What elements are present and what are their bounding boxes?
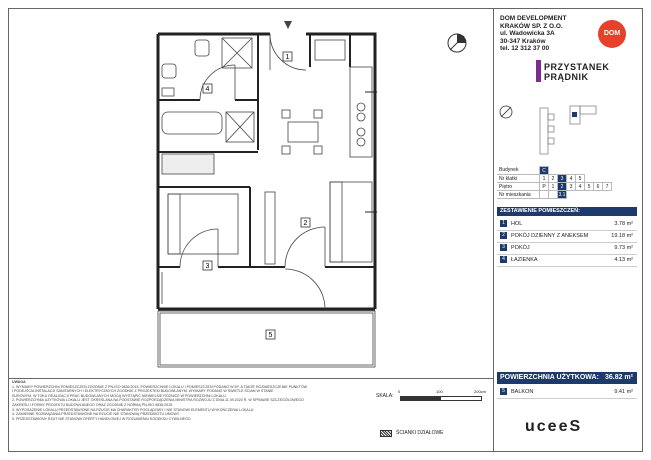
- key-plan: [498, 100, 638, 160]
- balcony-number: 5: [500, 388, 507, 395]
- room-label-5: 5: [268, 332, 273, 339]
- note-line: 2. POWIERZCHNIA UŻYTKOWA LOKALU JEST OKREŚLANA NA PODSTAWIE ROZPORZĄDZENIA MINISTRA ROZWOJU Z DNIA 11.09.2020 R. W SPRAWIE SZCZEGÓŁOWEGO: [12, 398, 304, 403]
- room-name: POKÓJ: [511, 245, 530, 251]
- selector-cell: 2: [549, 175, 558, 183]
- room-name: POKÓJ DZIENNY Z ANEKSEM: [511, 233, 589, 239]
- compass-icon: [446, 32, 468, 54]
- selector-cell: 5: [585, 183, 594, 191]
- selector-cell: 3.1: [558, 191, 566, 198]
- bottom-band-divider: [8, 378, 493, 379]
- dom-logo-text: DOM: [603, 30, 621, 37]
- selector-label: Piętro: [497, 183, 540, 191]
- room-label-3: 3: [205, 263, 210, 270]
- note-line: 1. WYMIARY POWIERZCHNI POMIESZCZEŃ ZGODNIE Z PN-ISO 9836:2015. POWIERZCHNIE LOKALU I POMIESZCZEŃ PODANO W M², A TAKŻE ROZMIESZCZENIE PUNKTÓW: [12, 384, 308, 389]
- selector-cell: 3: [567, 183, 576, 191]
- company-phone: tel. 12 312 37 00: [500, 45, 550, 52]
- entrance-marker-icon: [284, 21, 292, 29]
- note-line: 4. ZAMIENNE ROZWIĄZANIA PRZEDSTAWIONE NA RZUCIE NIE STANOWIĄ PRZEDMIOTU UMOWY.: [12, 412, 180, 417]
- scale-label: SKALA:: [376, 393, 394, 399]
- selector-cell: 3: [558, 175, 567, 183]
- note-line: 3. WYPOSAŻENIE LOKALU PRZEDSTAWIONE NA RZUCIE MA CHARAKTER POGLĄDOWY I NIE STANOWI ELEMENTU WYKOŃCZENIA LOKALU.: [12, 407, 255, 412]
- walls-legend-label: ŚCIANKI DZIAŁOWE: [396, 430, 444, 436]
- company-name-2: KRAKÓW SP. Z O.O.: [500, 22, 563, 30]
- balcony-name: BALKON: [511, 389, 534, 395]
- project-name-2: PRĄDNIK: [544, 72, 589, 82]
- room-name: ŁAZIENKA: [511, 257, 538, 263]
- scale-tick-1: 100: [436, 389, 443, 394]
- room-label-1: 1: [285, 54, 290, 61]
- selector-row-building: [497, 167, 612, 175]
- room-area: 19.18 m²: [611, 233, 633, 239]
- selector-cell: 7: [603, 183, 612, 191]
- notes-title: UWAGA: [12, 380, 26, 384]
- selector-row-staircase: [497, 175, 612, 183]
- project-logo-mark: [536, 60, 541, 82]
- walls-legend-swatch: [380, 430, 392, 437]
- project-name-1: PRZYSTANEK: [544, 62, 610, 72]
- selector-label: Nr mieszkania: [497, 191, 540, 199]
- note-line: SUROWYM. W TOKU REALIZACJI PRAC BUDOWLANYCH MOGĄ WYSTĄPIĆ NIEWIELKIE RÓŻNICE W POWIERZCHNI LOKALU.: [12, 393, 227, 398]
- company-city: 30-347 Kraków: [500, 37, 546, 45]
- right-column-divider: [493, 8, 494, 452]
- total-area-label: POWIERZCHNIA UŻYTKOWA:: [500, 374, 599, 381]
- total-area-value: 36.82 m²: [604, 374, 633, 381]
- selector-row-floor: [497, 183, 612, 191]
- room-number: 2: [500, 232, 507, 239]
- selector-row-apartment: [497, 191, 612, 199]
- company-street: ul. Wadowicka 3A: [500, 30, 555, 37]
- scale-tick-2: 200cm: [474, 389, 487, 394]
- rooms-header: ZESTAWIENIE POMIESZCZEŃ:: [497, 207, 637, 216]
- selector-cell: 4: [576, 183, 585, 191]
- room-label-4: 4: [205, 86, 210, 93]
- room-name: HOL: [511, 221, 523, 227]
- room-row: [497, 254, 637, 267]
- room-area: 9.73 m²: [614, 245, 633, 251]
- selector-cell: 5: [576, 175, 585, 183]
- selector-cell: C: [540, 167, 549, 175]
- note-line: I PODEJŚCIA INSTALACJI SANITARNYCH I ELEKTRYCZNYCH ZGODNIE Z PROJEKTEM BUDOWLANYM. WYMIARY PODANO W ŚWIETLE ŚCIAN W STANIE: [12, 389, 274, 394]
- balcony-area: 9.41 m²: [614, 389, 633, 395]
- location-selector: [497, 166, 612, 199]
- balcony-row: [497, 386, 637, 399]
- total-area-bar: [497, 372, 637, 384]
- room-label-2: 2: [303, 220, 308, 227]
- scale-bar: [400, 396, 482, 401]
- room-number: 4: [500, 256, 507, 263]
- selector-label: Budynek: [497, 167, 540, 175]
- selector-cell: P: [540, 183, 549, 191]
- room-area: 3.78 m²: [614, 221, 633, 227]
- note-line: 5. PRZEDSTAWIONY RZUT NIE STANOWI OFERTY HANDLOWEJ W ROZUMIENIU KODEKSU CYWILNEGO.: [12, 416, 192, 421]
- selector-cell: 1: [540, 175, 549, 183]
- selector-label: Nr klatki: [497, 175, 540, 183]
- room-number: 1: [500, 220, 507, 227]
- project-logo: [538, 62, 609, 82]
- company-name-1: DOM DEVELOPMENT: [500, 15, 567, 22]
- note-line: ZAKRESU I FORMY PROJEKTU BUDOWLANEGO ORAZ ZGODNIE Z NORMĄ PN-ISO 9836:2015.: [12, 402, 174, 407]
- selector-cell: 2: [558, 183, 567, 191]
- dom-logo: [598, 20, 626, 48]
- scale-tick-0: 0: [398, 389, 401, 394]
- floor-plan: [140, 12, 490, 372]
- scale-block: [376, 393, 394, 399]
- room-number: 3: [500, 244, 507, 251]
- notes-block: [12, 380, 370, 421]
- selector-cell: 4: [567, 175, 576, 183]
- room-area: 4.13 m²: [614, 257, 633, 263]
- selector-cell: 1: [549, 183, 558, 191]
- company-block: [500, 15, 566, 53]
- brand-text: uceeS: [525, 418, 583, 435]
- uceess-logo: [525, 418, 582, 436]
- selector-cell: 6: [594, 183, 603, 191]
